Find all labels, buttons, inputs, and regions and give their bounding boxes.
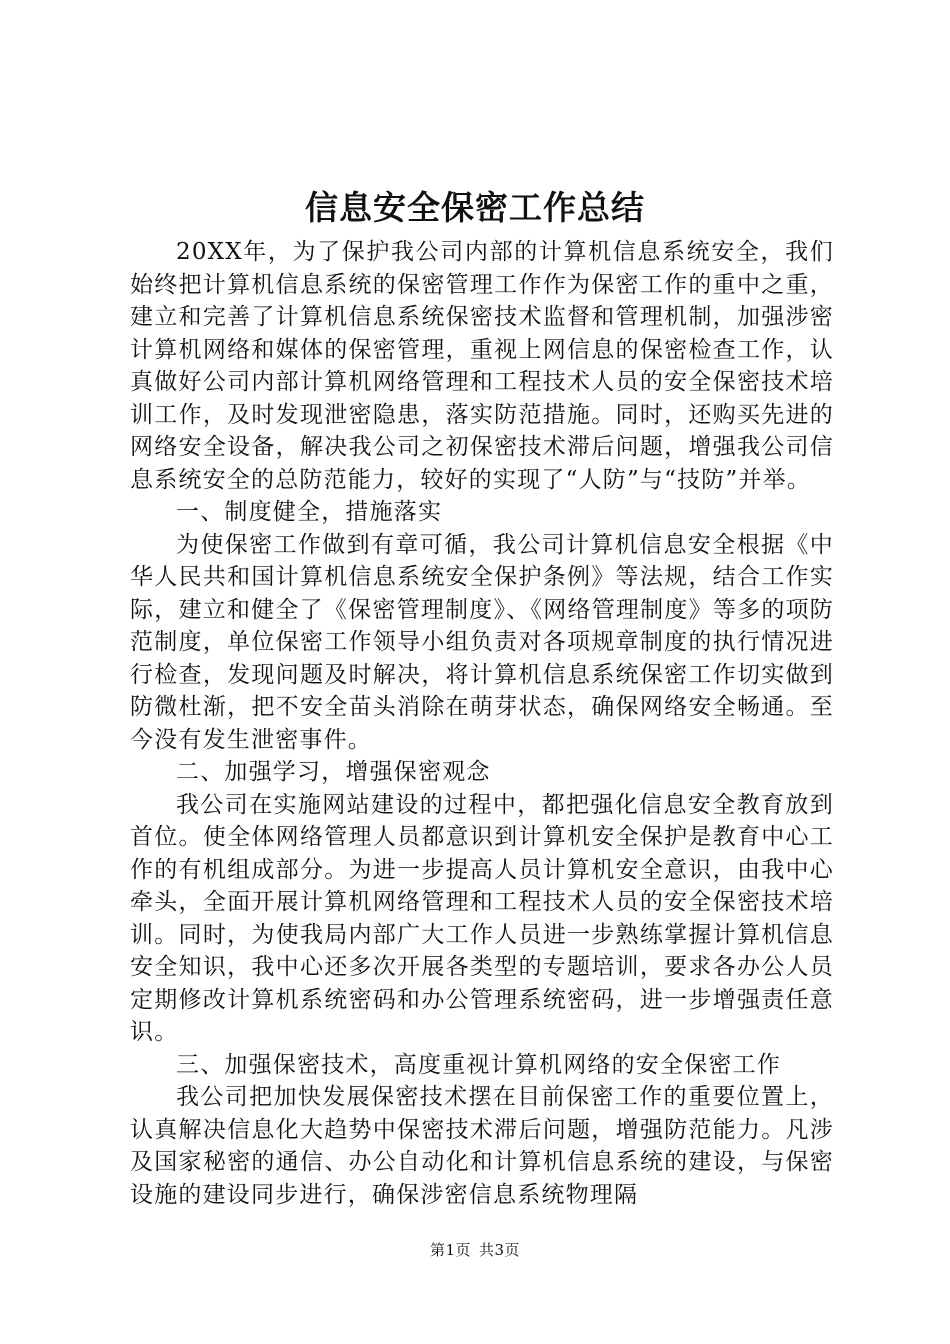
document-title: 信息安全保密工作总结 [305,188,645,227]
section-paragraph-3: 我公司把加快发展保密技术摆在目前保密工作的重要位置上，认真解决信息化大趋势中保密技术滞后问题，增强防范能力。凡涉及国家秘密的通信、办公自动化和计算机信息系统的建设，与保密设施的建设同步进行，确保涉密信息系统物理隔 [130,1084,834,1208]
page-number: 第1页 [429,1241,471,1259]
page-footer [0,1240,950,1260]
intro-paragraph: 20XX年，为了保护我公司内部的计算机信息系统安全，我们始终把计算机信息系统的保密管理工作作为保密工作的重中之重，建立和完善了计算机信息系统保密技术监督和管理机制，加强涉密计算机网络和媒体的保密管理，重视上网信息的保密检查工作，认真做好公司内部计算机网络管理和工程技术人员的安全保密技术培训工作，及时发现泄密隐患，落实防范措施。同时，还购买先进的网络安全设备，解决我公司之初保密技术滞后问题，增强我公司信息系统安全的总防范能力，较好的实现了“人防”与“技防”并举。 [130,239,834,493]
section-heading-1: 一、制度健全，措施落实 [176,499,443,525]
page-total: 共3页 [479,1241,521,1259]
section-paragraph-1: 为使保密工作做到有章可循，我公司计算机信息安全根据《中华人民共和国计算机信息系统安全保护条例》等法规，结合工作实际，建立和健全了《保密管理制度》、《网络管理制度》等多的项防范制度，单位保密工作领导小组负责对各项规章制度的执行情况进行检查，发现问题及时解决，将计算机信息系统保密工作切实做到防微杜渐，把不安全苗头消除在萌芽状态，确保网络安全畅通。至今没有发生泄密事件。 [130,531,834,753]
document-body [130,236,834,1211]
section-paragraph-2: 我公司在实施网站建设的过程中，都把强化信息安全教育放到首位。使全体网络管理人员都意识到计算机安全保护是教育中心工作的有机组成部分。为进一步提高人员计算机安全意识，由我中心牵头，全面开展计算机网络管理和工程技术人员的安全保密技术培训。同时，为使我局内部广大工作人员进一步熟练掌握计算机信息安全知识，我中心还多次开展各类型的专题培训，要求各办公人员定期修改计算机系统密码和办公管理系统密码，进一步增强责任意识。 [130,791,834,1045]
section-heading-2: 二、加强学习，增强保密观念 [176,759,491,785]
section-heading-3: 三、加强保密技术，高度重视计算机网络的安全保密工作 [176,1051,781,1078]
